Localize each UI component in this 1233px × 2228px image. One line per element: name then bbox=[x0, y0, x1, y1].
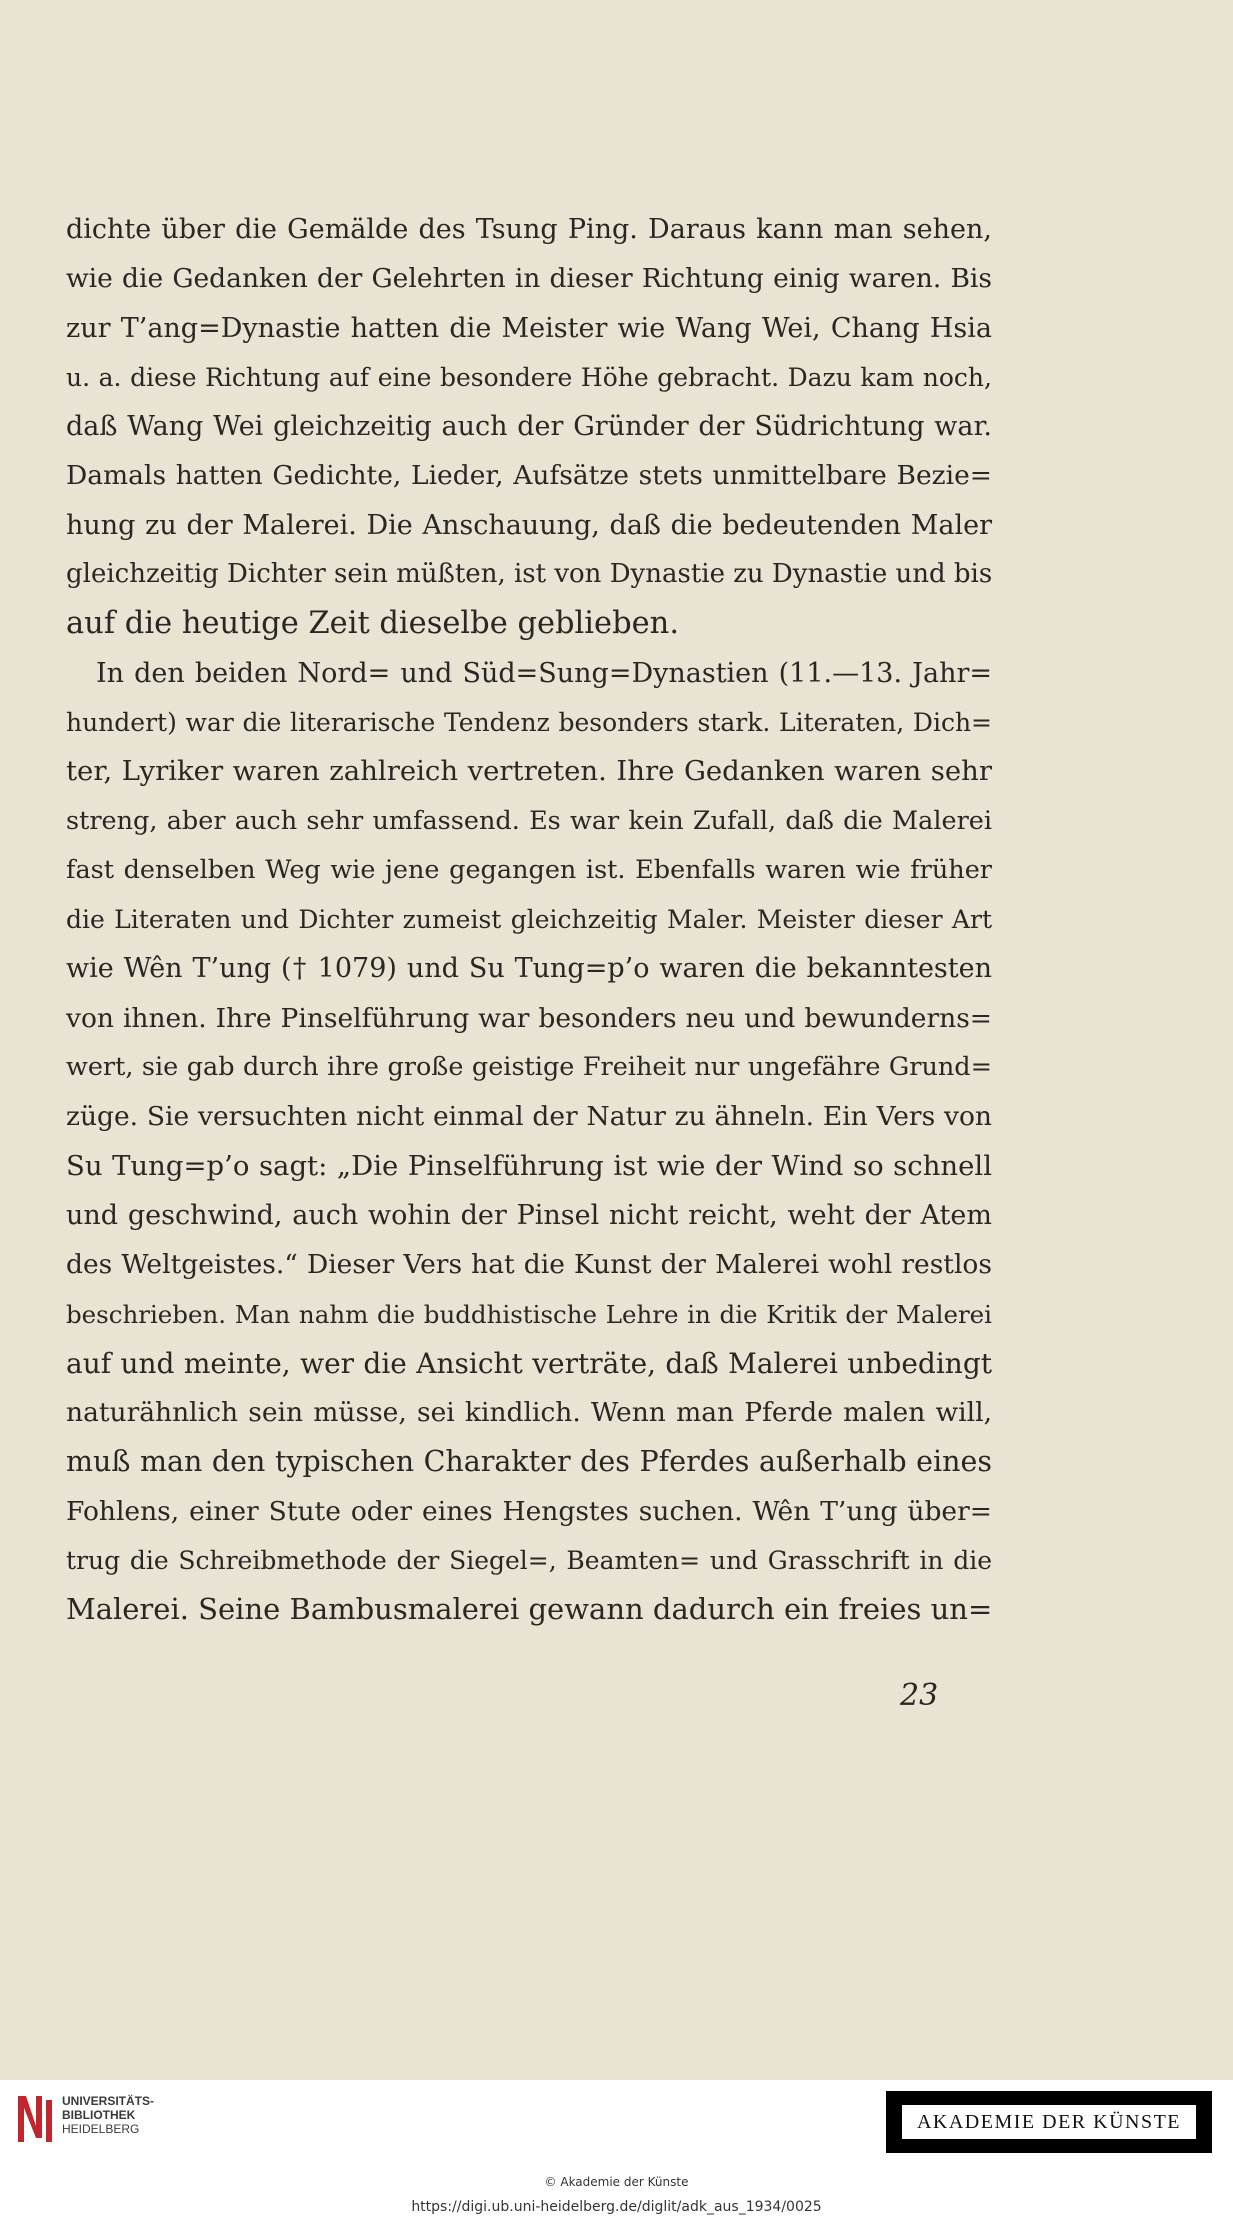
text-line: wert, sie gab durch ihre große geistige Freiheit nur ungefähre Grund= bbox=[66, 1052, 992, 1083]
text-line: ter, Lyriker waren zahlreich vertreten. Ihre Gedanken waren sehr bbox=[66, 755, 992, 788]
text-line: Malerei. Seine Bambusmalerei gewann dadurch ein freies un= bbox=[66, 1592, 993, 1627]
text-line: u. a. diese Richtung auf eine besondere Höhe gebracht. Dazu kam noch, bbox=[66, 362, 992, 392]
text-line: muß man den typischen Charakter des Pferdes außerhalb eines bbox=[66, 1445, 992, 1479]
text-line: In den beiden Nord= und Süd=Sung=Dynastien (11.—13. Jahr= bbox=[96, 657, 992, 689]
text-line: fast denselben Weg wie jene gegangen ist. Ebenfalls waren wie früher bbox=[66, 854, 992, 885]
library-name bbox=[62, 2094, 154, 2136]
text-line: hung zu der Malerei. Die Anschauung, daß die bedeutenden Maler bbox=[66, 509, 992, 541]
institution-label: AKADEMIE DER KÜNSTE bbox=[902, 2105, 1196, 2139]
text-line: trug die Schreibmethode der Siegel=, Beamten= und Grasschrift in die bbox=[66, 1546, 992, 1576]
text-line: dichte über die Gemälde des Tsung Ping. Daraus kann man sehen, bbox=[66, 214, 992, 245]
text-line: hundert) war die literarische Tendenz besonders stark. Literaten, Dich= bbox=[66, 707, 992, 737]
library-name-line: UNIVERSITÄTS- bbox=[62, 2094, 155, 2108]
copyright-notice: © Akademie der Künste bbox=[544, 2175, 689, 2189]
text-line: Fohlens, einer Stute oder eines Hengstes suchen. Wên T’ung über= bbox=[66, 1495, 992, 1527]
text-line: zur T’ang=Dynastie hatten die Meister wie Wang Wei, Chang Hsia bbox=[66, 312, 992, 344]
text-line: daß Wang Wei gleichzeitig auch der Gründer der Südrichtung war. bbox=[66, 411, 992, 443]
text-line: von ihnen. Ihre Pinselführung war besonders neu und bewunderns= bbox=[66, 1002, 992, 1034]
body-text bbox=[66, 205, 992, 1635]
text-line: gleichzeitig Dichter sein müßten, ist von Dynastie zu Dynastie und bis bbox=[66, 559, 993, 590]
text-line: auf und meinte, wer die Ansicht verträte, daß Malerei unbedingt bbox=[66, 1346, 992, 1380]
permalink[interactable]: https://digi.ub.uni-heidelberg.de/diglit/adk_aus_1934/0025 bbox=[411, 2199, 822, 2215]
text-line: streng, aber auch sehr umfassend. Es war kein Zufall, daß die Malerei bbox=[66, 805, 992, 836]
text-line: die Literaten und Dichter zumeist gleichzeitig Maler. Meister dieser Art bbox=[66, 905, 992, 935]
text-line: auf die heutige Zeit dieselbe geblieben. bbox=[66, 606, 680, 642]
text-line: wie die Gedanken der Gelehrten in dieser Richtung einig waren. Bis bbox=[66, 263, 992, 295]
text-line: und geschwind, auch wohin der Pinsel nicht reicht, weht der Atem bbox=[66, 1199, 992, 1231]
text-line: Su Tung=p’o sagt: „Die Pinselführung ist wie der Wind so schnell bbox=[66, 1149, 992, 1182]
library-name-line: HEIDELBERG bbox=[62, 2122, 140, 2136]
institution-badge[interactable] bbox=[886, 2091, 1212, 2153]
text-line: beschrieben. Man nahm die buddhistische Lehre in die Kritik der Malerei bbox=[66, 1299, 992, 1329]
library-logo[interactable] bbox=[12, 2088, 162, 2148]
text-line: züge. Sie versuchten nicht einmal der Natur zu ähneln. Ein Vers von bbox=[66, 1101, 992, 1133]
text-line: Damals hatten Gedichte, Lieder, Aufsätze stets unmittelbare Bezie= bbox=[66, 460, 992, 492]
text-line: naturähnlich sein müsse, sei kindlich. Wenn man Pferde malen will, bbox=[66, 1397, 992, 1429]
ub-heidelberg-logo-icon bbox=[12, 2088, 56, 2148]
text-line: des Weltgeistes.“ Dieser Vers hat die Kunst der Malerei wohl restlos bbox=[66, 1249, 992, 1281]
library-name-line: BIBLIOTHEK bbox=[62, 2108, 136, 2122]
page-number: 23 bbox=[900, 1678, 939, 1713]
text-line: wie Wên T’ung († 1079) und Su Tung=p’o waren die bekanntesten bbox=[66, 953, 992, 985]
